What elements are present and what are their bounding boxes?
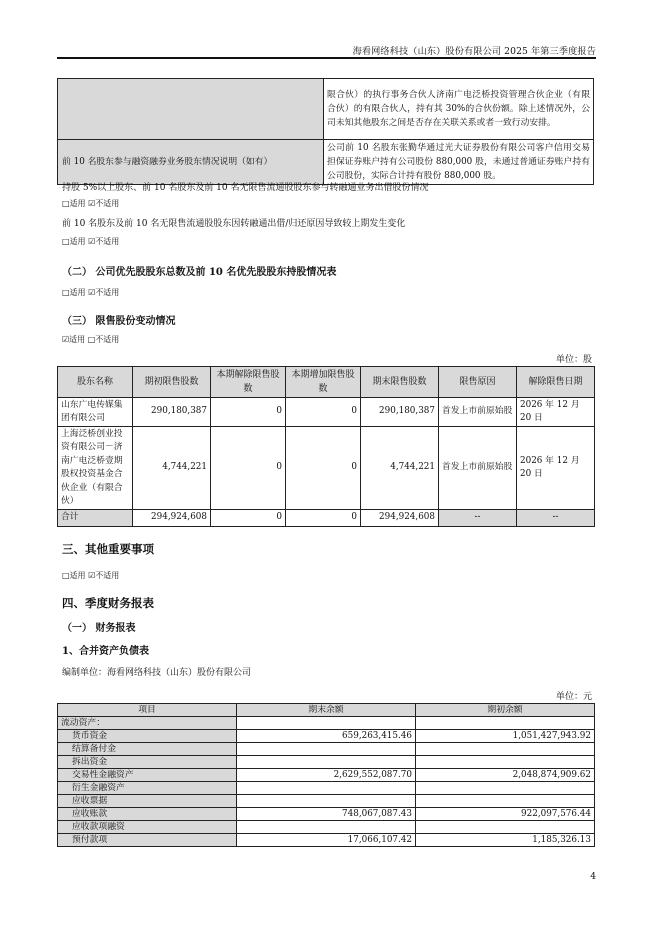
page-header-title: 海看网络科技（山东）股份有限公司 2025 年第三季度报告 <box>352 46 596 57</box>
closing-balance <box>237 717 416 730</box>
header-rule <box>57 57 596 59</box>
table-row <box>58 717 595 730</box>
released-restricted: 0 <box>211 427 286 510</box>
applicability-checkbox: □适用 ☑不适用 <box>62 571 120 580</box>
table-row <box>58 808 595 821</box>
table-row <box>58 79 594 140</box>
financial-report-subheading: （一） 财务报表 <box>62 623 136 634</box>
other-matters-heading: 三、其他重要事项 <box>62 542 154 556</box>
table-row <box>58 398 595 427</box>
total-date: -- <box>517 510 595 527</box>
line-item: 流动资产： <box>58 717 237 730</box>
opening-restricted: 290,180,387 <box>133 398 211 427</box>
closing-restricted: 290,180,387 <box>361 398 439 427</box>
unit-label: 单位：元 <box>555 692 592 702</box>
table-row <box>58 834 595 847</box>
margin-trading-label: 前 10 名股东参与融资融券业务股东情况说明（如有） <box>58 140 324 185</box>
preferred-shareholders-heading: （二） 公司优先股股东总数及前 10 名优先股股东持股情况表 <box>62 267 337 278</box>
closing-balance: 748,067,087.43 <box>237 808 416 821</box>
holder-relation-table <box>57 78 594 185</box>
table-header-row <box>58 367 595 398</box>
line-item: 预付款项 <box>58 834 237 847</box>
restriction-reason: 首发上市前原始股 <box>439 427 517 510</box>
table-header-row <box>58 704 595 717</box>
opening-balance: 2,048,874,909.62 <box>416 769 595 782</box>
closing-balance <box>237 795 416 808</box>
applicability-checkbox: □适用 ☑不适用 <box>62 288 120 297</box>
margin-trading-note: 公司前 10 名股东张勤华通过光大证券股份有限公司客户信用交易担保证券账户持有公司股份 880,000 股，未通过普通证券账户持有公司股份，实际合计持有股份 880,000 股。 <box>324 140 594 185</box>
opening-balance: 1,185,326.13 <box>416 834 595 847</box>
table-row <box>58 743 595 756</box>
opening-balance <box>416 795 595 808</box>
balance-sheet-subheading: 1、合并资产负债表 <box>62 646 149 657</box>
compiler-line: 编制单位：海看网络科技（山东）股份有限公司 <box>62 668 252 678</box>
column-header: 项目 <box>58 704 237 717</box>
line-item: 结算备付金 <box>58 743 237 756</box>
applicability-checkbox: □适用 ☑不适用 <box>62 199 120 208</box>
table-row <box>58 782 595 795</box>
line-item: 衍生金融资产 <box>58 782 237 795</box>
opening-restricted: 4,744,221 <box>133 427 211 510</box>
line-item: 应收款项融资 <box>58 821 237 834</box>
table-row <box>58 795 595 808</box>
closing-balance <box>237 821 416 834</box>
empty-label-cell <box>58 79 324 140</box>
relation-note-cell: 限合伙）的执行事务合伙人济南广电泛桥投资管理合伙企业（有限合伙）的有限合伙人，持有其 30%的合伙份额。除上述情况外，公司未知其他股东之间是否存在关联关系或者一致行动安排。 <box>324 79 594 140</box>
line-item: 应收票据 <box>58 795 237 808</box>
table-row <box>58 756 595 769</box>
total-reason: -- <box>439 510 517 527</box>
restriction-reason: 首发上市前原始股 <box>439 398 517 427</box>
refinancing-lending-text: 持股 5%以上股东、前 10 名股东及前 10 名无限售流通股股东参与转融通业务出借股份情况 <box>62 183 429 193</box>
column-header: 限售原因 <box>439 367 517 398</box>
release-date: 2026 年 12 月 20 日 <box>517 398 595 427</box>
opening-balance <box>416 717 595 730</box>
table-row <box>58 769 595 782</box>
shareholder-name: 山东广电传媒集团有限公司 <box>58 398 133 427</box>
closing-balance: 17,066,107.42 <box>237 834 416 847</box>
table-row <box>58 730 595 743</box>
column-header: 期末限售股数 <box>361 367 439 398</box>
opening-balance <box>416 821 595 834</box>
refinancing-change-text: 前 10 名股东及前 10 名无限售流通股股东因转融通出借/归还原因导致较上期发生变化 <box>62 219 406 229</box>
table-row <box>58 427 595 510</box>
line-item: 货币资金 <box>58 730 237 743</box>
opening-balance <box>416 743 595 756</box>
closing-balance: 2,629,552,087.70 <box>237 769 416 782</box>
total-closing: 294,924,608 <box>361 510 439 527</box>
column-header: 本期增加限售股数 <box>286 367 361 398</box>
shareholder-name: 上海泛桥创业投资有限公司－济南广电泛桥壹期股权投资基金合伙企业（有限合伙） <box>58 427 133 510</box>
page-number: 4 <box>590 872 596 882</box>
closing-balance <box>237 782 416 795</box>
added-restricted: 0 <box>286 427 361 510</box>
column-header: 期初限售股数 <box>133 367 211 398</box>
closing-balance <box>237 756 416 769</box>
unit-label: 单位：股 <box>555 355 592 365</box>
balance-sheet-table <box>57 703 595 847</box>
opening-balance: 1,051,427,943.92 <box>416 730 595 743</box>
table-total-row <box>58 510 595 527</box>
opening-balance: 922,097,576.44 <box>416 808 595 821</box>
closing-balance <box>237 743 416 756</box>
column-header: 本期解除限售股数 <box>211 367 286 398</box>
table-row <box>58 140 594 185</box>
closing-restricted: 4,744,221 <box>361 427 439 510</box>
total-released: 0 <box>211 510 286 527</box>
opening-balance <box>416 756 595 769</box>
applicability-checkbox: □适用 ☑不适用 <box>62 237 120 246</box>
closing-balance: 659,263,415.46 <box>237 730 416 743</box>
column-header: 期末余额 <box>237 704 416 717</box>
released-restricted: 0 <box>211 398 286 427</box>
column-header: 解除限售日期 <box>517 367 595 398</box>
opening-balance <box>416 782 595 795</box>
applicability-checkbox: ☑适用 □不适用 <box>62 335 120 344</box>
restricted-shares-heading: （三） 限售股份变动情况 <box>62 316 176 327</box>
added-restricted: 0 <box>286 398 361 427</box>
financial-statements-heading: 四、季度财务报表 <box>62 596 154 610</box>
line-item: 应收账款 <box>58 808 237 821</box>
column-header: 股东名称 <box>58 367 133 398</box>
release-date: 2026 年 12 月 20 日 <box>517 427 595 510</box>
total-opening: 294,924,608 <box>133 510 211 527</box>
line-item: 交易性金融资产 <box>58 769 237 782</box>
restricted-shares-table <box>57 366 595 527</box>
column-header: 期初余额 <box>416 704 595 717</box>
table-row <box>58 821 595 834</box>
total-label: 合计 <box>58 510 133 527</box>
line-item: 拆出资金 <box>58 756 237 769</box>
total-added: 0 <box>286 510 361 527</box>
